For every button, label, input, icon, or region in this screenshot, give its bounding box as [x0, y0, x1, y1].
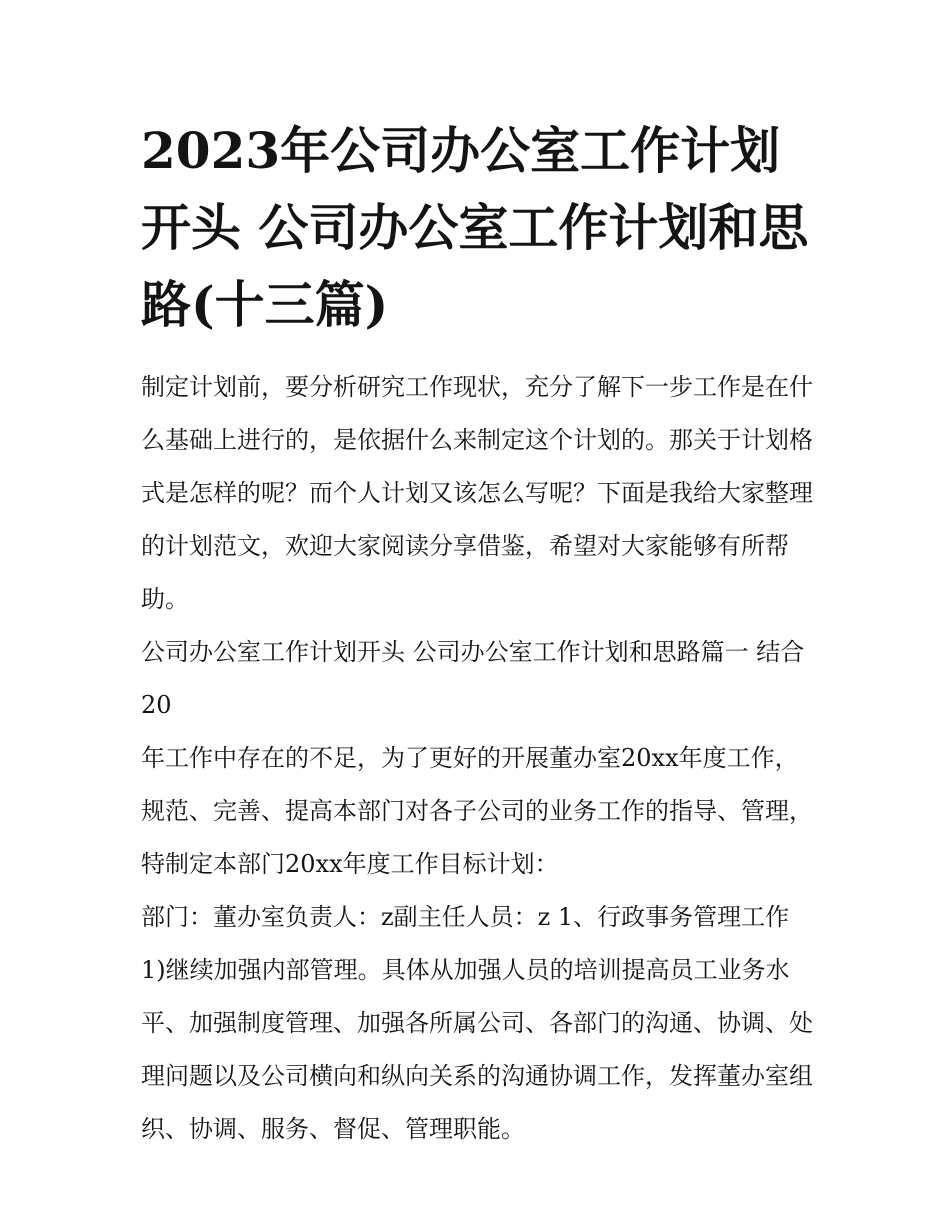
paragraph-department-info: 部门：董办室负责人：z副主任人员：z 1、行政事务管理工作 — [141, 903, 790, 931]
document-page — [141, 112, 821, 1156]
paragraph-intro: 制定计划前，要分析研究工作现状，充分了解下一步工作是在什么基础上进行的，是依据什么来制定这个计划的。那关于计划格式是怎样的呢？而个人计划又该怎么写呢？下面是我给大家整理的计划范文，欢迎大家阅读分享借鉴，希望对大家能够有所帮助。 — [141, 373, 813, 613]
paragraph-management-item: 1)继续加强内部管理。具体从加强人员的培训提高员工业务水平、加强制度管理、加强各所属公司、各部门的沟通、协调、处理问题以及公司横向和纵向关系的沟通协调工作，发挥董办室组织、协调、服务、督促、管理职能。 — [141, 956, 813, 1143]
paragraph-work-summary: 年工作中存在的不足，为了更好的开展董办室20xx年度工作，规范、完善、提高本部门对各子公司的业务工作的指导、管理，特制定本部门20xx年度工作目标计划： — [141, 744, 813, 878]
paragraph-section-heading: 公司办公室工作计划开头 公司办公室工作计划和思路篇一 结合20 — [141, 638, 805, 719]
document-title: 2023年公司办公室工作计划开头 公司办公室工作计划和思路(十三篇) — [141, 121, 809, 334]
document-body — [141, 361, 821, 1156]
